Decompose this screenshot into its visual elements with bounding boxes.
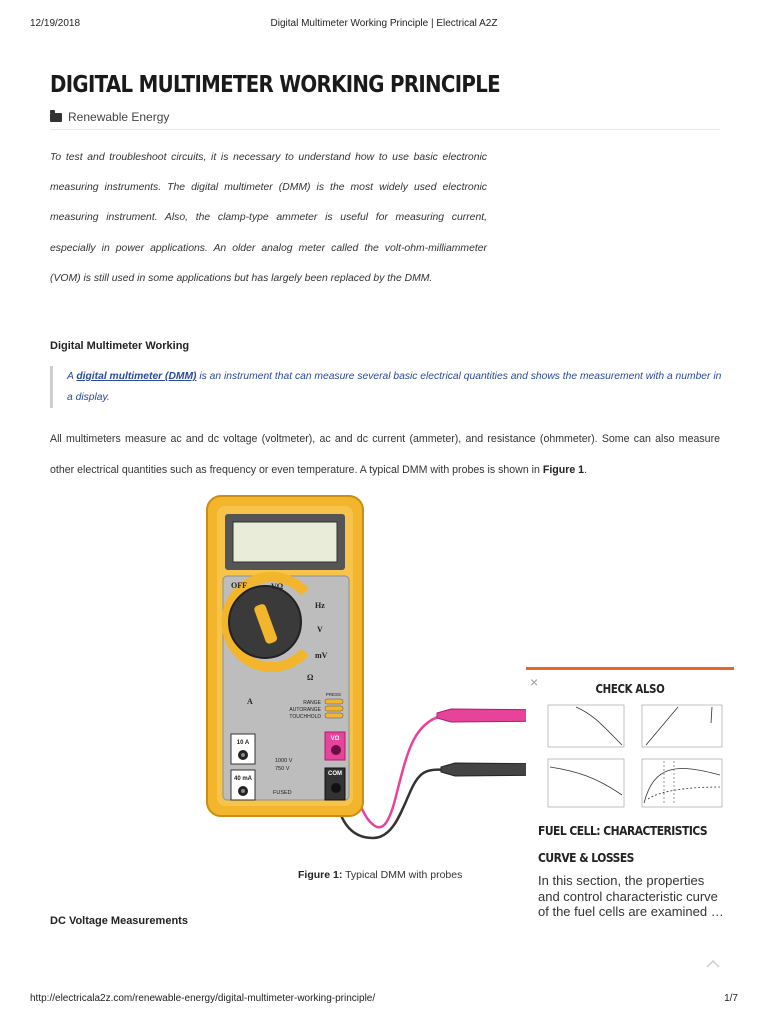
page-number: 1/7 — [724, 993, 738, 1004]
quote-post: is an instrument that can measure several basic electrical quantities and shows the measurement with a number in a display. — [67, 371, 722, 403]
category-link[interactable] — [50, 110, 169, 124]
section-heading-working: Digital Multimeter Working — [50, 340, 190, 352]
close-icon[interactable]: × — [530, 674, 539, 690]
print-header — [30, 18, 738, 32]
para2-end: . — [584, 464, 588, 476]
svg-text:750 V: 750 V — [275, 766, 290, 772]
dial-off: OFF — [231, 581, 247, 590]
figure-ref: Figure 1 — [542, 464, 585, 476]
check-also-headline[interactable]: FUEL CELL: CHARACTERISTICS CURVE & LOSSES — [538, 823, 708, 865]
definition-quote — [50, 366, 722, 408]
svg-text:TOUCHHOLD: TOUCHHOLD — [289, 714, 321, 720]
meter-display — [233, 522, 337, 562]
divider — [50, 129, 720, 130]
body-paragraph — [50, 424, 720, 486]
print-footer — [30, 993, 738, 1007]
quote-pre: A — [67, 371, 77, 382]
fuel-cell-thumbnail[interactable] — [536, 703, 724, 811]
category-label[interactable]: Renewable Energy — [68, 110, 170, 124]
svg-text:FUSED: FUSED — [273, 790, 292, 796]
print-date: 12/19/2018 — [30, 18, 81, 29]
svg-text:RANGE: RANGE — [303, 700, 321, 706]
dmm-illustration — [155, 492, 575, 842]
page-title: DIGITAL MULTIMETER WORKING PRINCIPLE — [50, 72, 500, 98]
section-heading-dc: DC Voltage Measurements — [50, 915, 188, 927]
chevron-up-icon[interactable] — [706, 958, 720, 968]
check-also-title: CHECK ALSO — [595, 682, 665, 696]
dial-hz: Hz — [315, 601, 325, 610]
svg-text:10 A: 10 A — [236, 740, 250, 746]
print-doc-title: Digital Multimeter Working Principle | Electrical A2Z — [270, 18, 498, 29]
svg-text:1000 V: 1000 V — [275, 758, 293, 764]
svg-text:COM: COM — [328, 771, 342, 777]
dial-ohm: Ω — [307, 673, 314, 682]
svg-text:VΩ: VΩ — [330, 736, 340, 742]
check-also-widget[interactable] — [526, 667, 734, 990]
caption-text: Typical DMM with probes — [342, 869, 463, 881]
svg-text:40 mA: 40 mA — [233, 776, 253, 782]
svg-text:AUTORANGE: AUTORANGE — [289, 707, 321, 713]
dmm-link[interactable]: digital multimeter (DMM) — [76, 371, 197, 382]
figure-caption — [298, 869, 462, 881]
autorange-button — [325, 706, 343, 711]
touchhold-button — [325, 713, 343, 718]
dial-a: A — [247, 697, 253, 706]
para2-text: All multimeters measure ac and dc voltage (voltmeter), ac and dc current (ammeter), and resistance (ohmmeter). Some can also measure other electrical quantities such as frequency or even temperature. A typical DMM with probes is shown in — [50, 433, 720, 476]
intro-paragraph: To test and troubleshoot circuits, it is necessary to understand how to use basic electronic measuring instruments. The digital multimeter (DMM) is the most widely used electronic measuring instrument. Also, the clamp-type ammeter is useful for measuring current, especially in power applications. An older analog meter called the volt-ohm-milliammeter (VOM) is still used in some applications but has largely been replaced by the DMM. — [50, 152, 487, 284]
caption-label: Figure 1: — [298, 869, 343, 881]
svg-text:PRESS: PRESS — [325, 692, 341, 697]
dial-vac: VΩ — [271, 582, 284, 591]
check-also-excerpt: In this section, the properties and control characteristic curve of the fuel cells are examined … — [538, 873, 724, 919]
folder-icon — [50, 113, 62, 122]
dial-vdc: V — [317, 625, 323, 634]
print-url: http://electricala2z.com/renewable-energy/digital-multimeter-working-principle/ — [30, 993, 376, 1004]
range-button — [325, 699, 343, 704]
dial-mv: mV — [315, 651, 328, 660]
